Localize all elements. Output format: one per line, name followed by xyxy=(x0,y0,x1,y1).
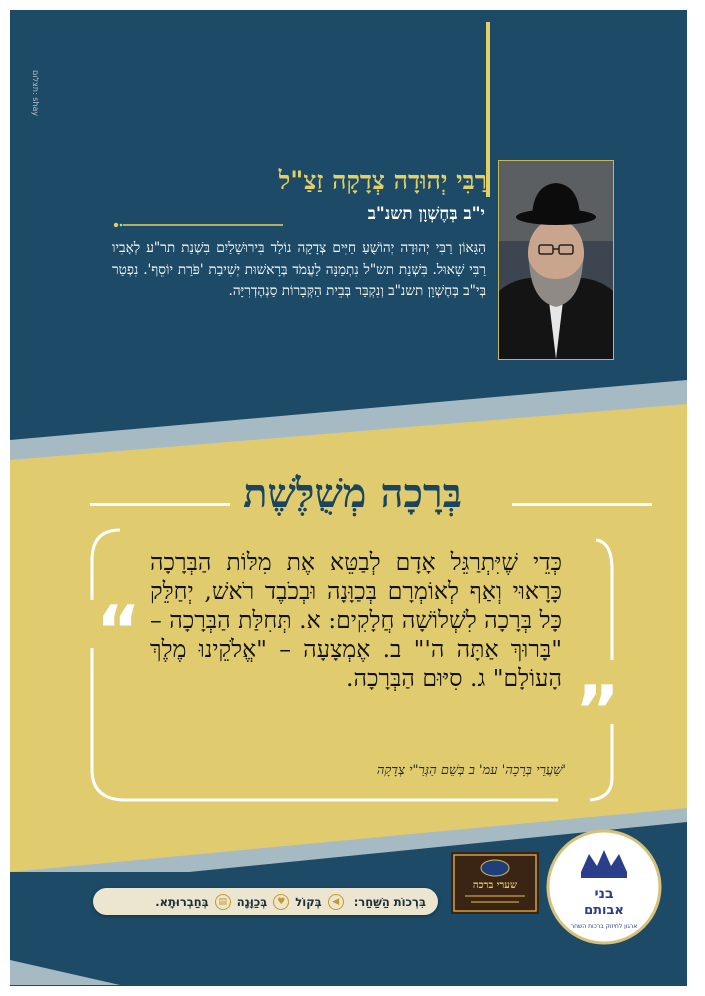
heart-icon: ♥ xyxy=(273,894,289,910)
source-citation: 'שַׁעֲרֵי בְּרָכָה' עמ' ב בְּשֵׁם הַגְּרַ"י צְדָקָה xyxy=(376,763,566,778)
megaphone-icon: ◀ xyxy=(328,894,344,910)
organization-logo xyxy=(545,828,663,946)
logo-text: בני xyxy=(594,886,614,902)
footer-slogan-bar xyxy=(93,888,438,915)
book-title: שערי ברכה xyxy=(472,880,518,891)
photo-credit: תצלום: shay xyxy=(31,70,40,117)
open-quote-mark: “ xyxy=(96,592,141,671)
book-icon: ▤ xyxy=(215,894,231,910)
rabbi-name: רַבִּי יְהוּדָה צְדָקָה זַצַ"ל xyxy=(278,166,487,195)
footer-label: בִּרְכוֹת הַשַּׁחַר: xyxy=(353,894,426,909)
close-quote-mark: ” xyxy=(575,672,620,751)
footer-item-intention: בְּכַוָּנָה xyxy=(236,894,268,909)
section-title: בְּרָכָה מְשֻׁלֶּשֶׁת xyxy=(243,470,462,517)
footer-item-voice: בְּקוֹל xyxy=(295,894,322,909)
logo-subtitle: ארגון לחיזוק ברכות השחר xyxy=(570,923,638,930)
book-cover-image xyxy=(451,852,539,914)
yahrzeit-date: י"ב בְּחֶשְׁוָן תשנ"ב xyxy=(367,204,485,224)
logo-text-2: אבותם xyxy=(584,903,624,918)
rabbi-biography: הַגָּאוֹן רַבִּי יְהוּדָה יְהוֹשֻׁעַ חַיִּים צְדָקָה נוֹלַד בִּירוּשָׁלַיִם בִּשְׁנַת תר"ע לְאָבִיו רַבִּי שָׁאוּל. בִּשְׁנַת תש"ל נִתְמַנָּה לַעֲמֹד בְּרָאשׁוּת יְשִׁיבַת 'פֹּרַת יוֹסֵף'. נִפְטַר בְּי"ב בְּחֶשְׁוָן תשנ"ב וְנִקְבַּר בְּבֵית הַקְּבָרוֹת סַנְהֶדְרִיָּה. xyxy=(112,240,486,299)
footer-item-partner: בְּחַבְרוּתָא. xyxy=(155,894,209,909)
main-text: כְּדֵי שֶׁיִּתְרַגֵּל אָדָם לְבַטֵּא אֶת מִלּוֹת הַבְּרָכָה כָּרָאוּי וְאַף לְאוֹמְרָם בְּכַוָּנָה וּבְכֹבֶד רֹאשׁ, יְחַלֵּק כָּל בְּרָכָה לִשְׁלוֹשָׁה חֲלָקִים: א. תְּחִלַּת הַבְּרָכָה – "בָּרוּךְ אַתָּה ה'" ב. אֶמְצָעָה – "אֱלֹקֵינוּ מֶלֶךְ הָעוֹלָם" ג. סִיּוּם הַבְּרָכָה. xyxy=(150,548,562,692)
